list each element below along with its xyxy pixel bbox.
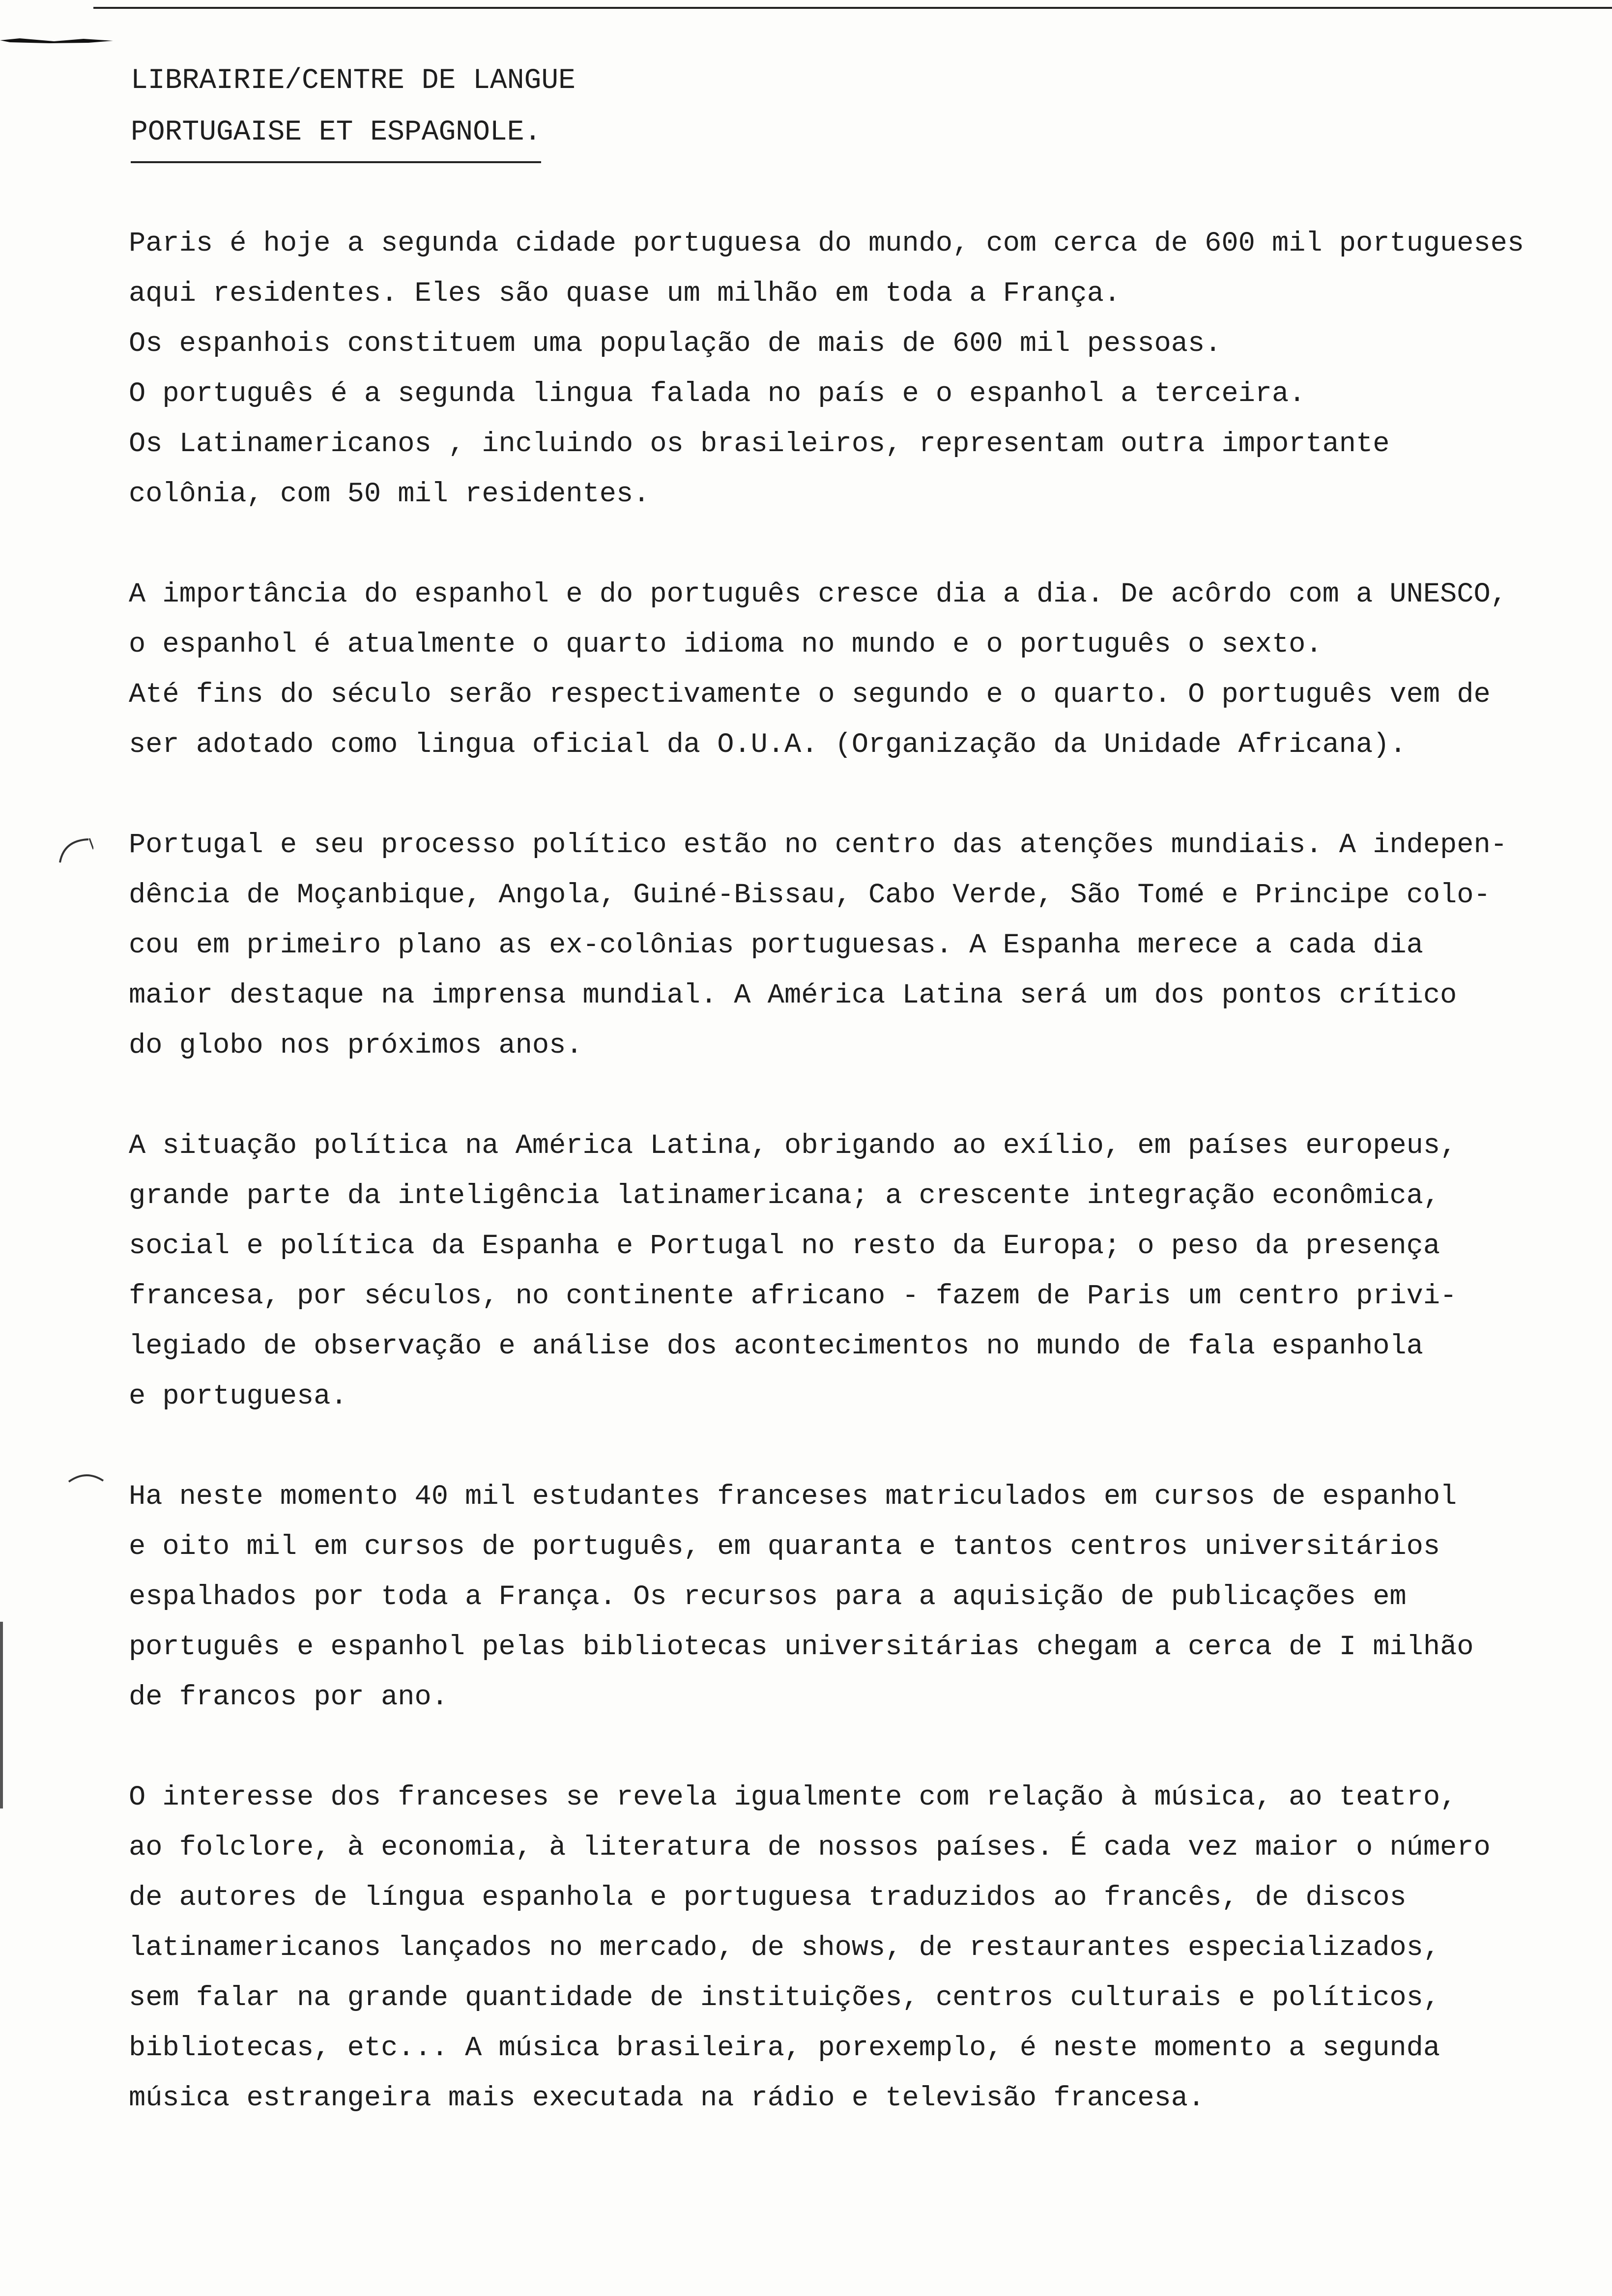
paragraph xyxy=(129,1773,1583,2124)
text-line: e oito mil em cursos de português, em quaranta e tantos centros universitários xyxy=(129,1531,1440,1563)
text-line: francesa, por séculos, no continente africano - fazem de Paris um centro privi- xyxy=(129,1281,1457,1312)
binding-mark-icon xyxy=(0,34,118,47)
text-line: Paris é hoje a segunda cidade portuguesa do mundo, com cerca de 600 mil portugueses xyxy=(129,228,1525,259)
text-line: cou em primeiro plano as ex-colônias portuguesas. A Espanha merece a cada dia xyxy=(129,930,1423,961)
text-line: ao folclore, à economia, à literatura de nossos países. É cada vez maior o número xyxy=(129,1832,1491,1864)
text-line: A situação política na América Latina, obrigando ao exílio, em países europeus, xyxy=(129,1130,1457,1162)
top-border-line xyxy=(93,7,1612,9)
text-line: bibliotecas, etc... A música brasileira, porexemplo, é neste momento a segunda xyxy=(129,2033,1440,2064)
paragraph xyxy=(129,1121,1583,1422)
text-line: e portuguesa. xyxy=(129,1381,347,1412)
text-line: A importância do espanhol e do português cresce dia a dia. De acôrdo com a UNESCO, xyxy=(129,579,1507,610)
text-line: espalhados por toda a França. Os recursos para a aquisição de publicações em xyxy=(129,1581,1407,1613)
scan-edge-mark xyxy=(0,1622,3,1808)
text-line: O interesse dos franceses se revela igualmente com relação à música, ao teatro, xyxy=(129,1782,1457,1813)
paragraph xyxy=(129,570,1583,770)
text-line: dência de Moçanbique, Angola, Guiné-Bissau, Cabo Verde, São Tomé e Principe colo- xyxy=(129,880,1491,911)
heading-line-1: LIBRAIRIE/CENTRE DE LANGUE xyxy=(131,65,576,97)
paragraph xyxy=(129,820,1583,1071)
paragraph xyxy=(129,1472,1583,1722)
text-line: colônia, com 50 mil residentes. xyxy=(129,479,650,510)
text-line: Ha neste momento 40 mil estudantes franceses matriculados em cursos de espanhol xyxy=(129,1481,1457,1513)
text-line: O português é a segunda lingua falada no país e o espanhol a terceira. xyxy=(129,378,1306,410)
text-line: legiado de observação e análise dos acontecimentos no mundo de fala espanhola xyxy=(129,1331,1423,1362)
text-line: maior destaque na imprensa mundial. A América Latina será um dos pontos crítico xyxy=(129,980,1457,1011)
text-line: Os espanhois constituem uma população de mais de 600 mil pessoas. xyxy=(129,328,1222,360)
heading-line-2: PORTUGAISE ET ESPAGNOLE. xyxy=(131,107,541,163)
text-line: o espanhol é atualmente o quarto idioma no mundo e o português o sexto. xyxy=(129,629,1323,660)
text-line: Portugal e seu processo político estão no centro das atenções mundiais. A indepen- xyxy=(129,830,1507,861)
document-heading xyxy=(131,55,576,163)
margin-bracket-icon xyxy=(54,835,93,865)
text-line: de francos por ano. xyxy=(129,1682,448,1713)
text-line: de autores de língua espanhola e portuguesa traduzidos ao francês, de discos xyxy=(129,1882,1407,1914)
text-line: sem falar na grande quantidade de instituições, centros culturais e políticos, xyxy=(129,1982,1440,2014)
text-line: música estrangeira mais executada na rádio e televisão francesa. xyxy=(129,2083,1205,2114)
text-line: Os Latinamericanos , incluindo os brasileiros, representam outra importante xyxy=(129,429,1390,460)
paragraph xyxy=(129,219,1583,519)
text-line: latinamericanos lançados no mercado, de shows, de restaurantes especializados, xyxy=(129,1932,1440,1964)
document-body xyxy=(129,219,1583,2174)
text-line: do globo nos próximos anos. xyxy=(129,1030,583,1062)
text-line: social e política da Espanha e Portugal no resto da Europa; o peso da presença xyxy=(129,1231,1440,1262)
text-line: ser adotado como lingua oficial da O.U.A. (Organização da Unidade Africana). xyxy=(129,729,1407,761)
text-line: grande parte da inteligência latinamericana; a crescente integração econômica, xyxy=(129,1180,1440,1212)
text-line: português e espanhol pelas bibliotecas universitárias chegam a cerca de I milhão xyxy=(129,1632,1474,1663)
text-line: aqui residentes. Eles são quase um milhão em toda a França. xyxy=(129,278,1121,310)
margin-bracket-icon xyxy=(66,1467,106,1496)
text-line: Até fins do século serão respectivamente o segundo e o quarto. O português vem de xyxy=(129,679,1491,711)
